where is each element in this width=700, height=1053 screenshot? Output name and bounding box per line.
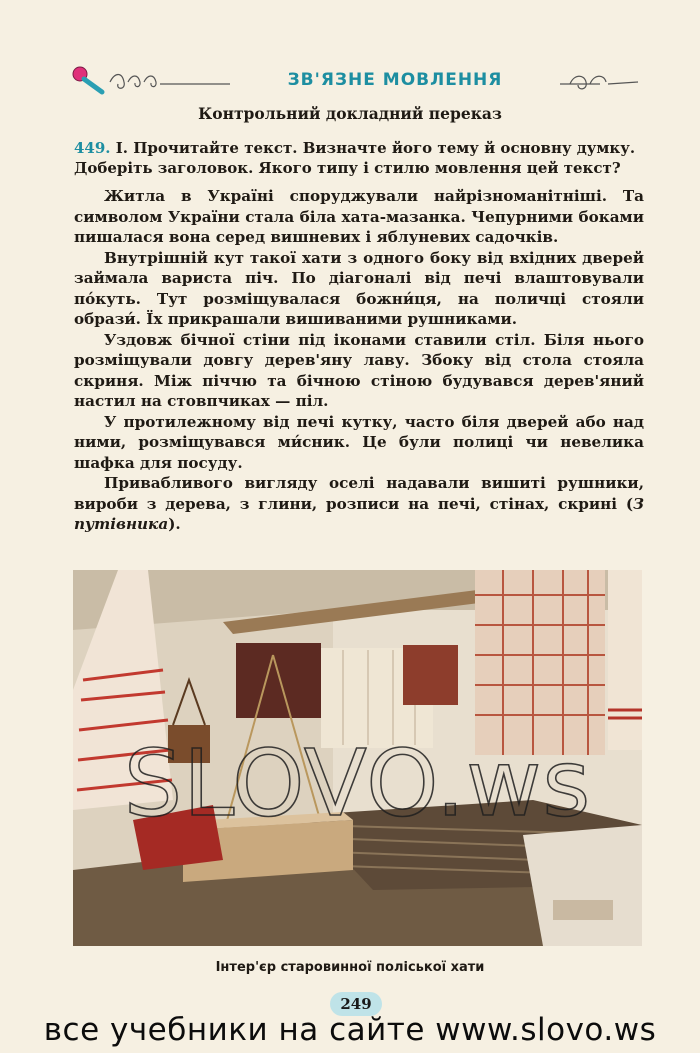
page-number: 249 [330, 992, 382, 1016]
microphone-icon [73, 67, 102, 92]
exercise-heading: Контрольний докладний переказ [198, 104, 502, 123]
site-footer-banner: все учебники на сайте www.slovo.ws [43, 1012, 657, 1048]
task-text: І. Прочитайте текст. Визначте його тему й основну думку. Доберіть заголовок. Якого типу і стилю мовлення цей текст? [74, 139, 636, 177]
source-reference: З путівника [74, 494, 644, 533]
paragraph: Внутрішній кут такої хати з одного боку від вхідних дверей займала вариста піч. По діагоналі від печі влаштовували по́куть. Тут розміщувалася божни́ця, на поличці стояли образи́. Їх прикрашали вишиваними рушниками. [74, 248, 644, 328]
reading-text [74, 186, 644, 535]
paragraph: У протилежному від печі кутку, часто біля дверей або над ними, розміщувався ми́сник. Це були полиці чи невелика шафка для посуду. [74, 412, 644, 472]
interior-photo [73, 570, 642, 946]
paragraph-last: Привабливого вигляду оселі надавали вишиті рушники, вироби з дерева, з глини, розписи на печі, стінах, скрині (З путівника). [74, 474, 644, 533]
paragraph: Житла в Україні споруджували найрізноманітніші. Та символом України стала біла хата-мазанка. Чепурними боками пишалася вона серед вишневих і яблуневих садочків. [74, 187, 644, 246]
section-title: ЗВ'ЯЗНЕ МОВЛЕННЯ [230, 70, 560, 90]
task-number: 449. [74, 139, 111, 157]
task-instruction [74, 138, 644, 178]
paragraph: Уздовж бічної стіни під іконами ставили стіл. Біля нього розміщували довгу дерев'яну лаву. Збоку від стола стояла скриня. Між піччю та бічною стіною будувався дерев'яний настил на стовпчиках — піл. [74, 330, 644, 410]
section-header [70, 64, 640, 98]
photo-caption: Інтер'єр старовинної поліської хати [215, 960, 485, 975]
photo-watermark: SLOVO.ws [123, 730, 592, 837]
